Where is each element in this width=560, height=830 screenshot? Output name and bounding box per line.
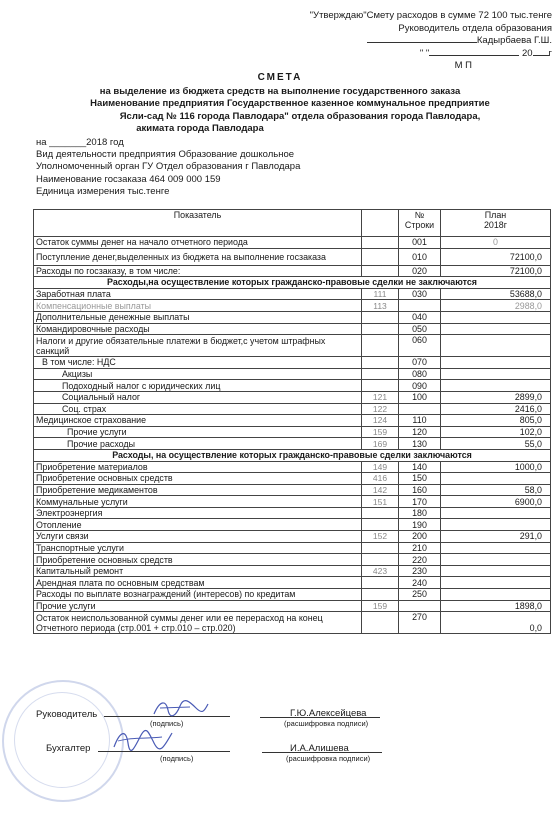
row-plan-value: 6900,0 <box>441 496 551 508</box>
header-row-no <box>399 210 441 237</box>
row-number: 220 <box>399 554 441 566</box>
table-row <box>34 288 551 300</box>
row-plan-value: 72100,0 <box>441 248 551 265</box>
head-decode-line <box>260 717 380 718</box>
meta-activity: Вид деятельности предприятия Образование дошкольное <box>36 149 295 161</box>
row-plan-value: 58,0 <box>441 484 551 496</box>
meta-authority: Уполномоченный орган ГУ Отдел образования г Павлодара <box>36 161 301 173</box>
row-label: Остаток суммы денег на начало отчетного периода <box>34 237 362 249</box>
row-label: Прочие услуги <box>34 426 362 438</box>
row-plan-value <box>441 335 551 357</box>
table-row <box>34 589 551 601</box>
table-row <box>34 531 551 543</box>
row-number: 180 <box>399 507 441 519</box>
head-label: Руководитель <box>36 709 98 720</box>
row-plan-value: 2988,0 <box>441 300 551 312</box>
row-eco-code <box>362 265 399 277</box>
row-label: В том числе: НДС <box>34 357 362 369</box>
row-eco-code <box>362 311 399 323</box>
table-row <box>34 357 551 369</box>
row-plan-value <box>441 323 551 335</box>
budget-table-body <box>34 210 551 634</box>
row-eco-code <box>362 554 399 566</box>
row-label: Налоги и другие обязательные платежи в бюджет,с учетом штрафных санкций <box>34 335 362 357</box>
row-number: 130 <box>399 438 441 450</box>
row-label: Услуги связи <box>34 531 362 543</box>
row-plan-value <box>441 542 551 554</box>
row-eco-code: 416 <box>362 473 399 485</box>
row-number: 170 <box>399 496 441 508</box>
document-purpose: на выделение из бюджета средств на выполнение государственного заказа <box>99 86 461 97</box>
row-eco-code <box>362 335 399 357</box>
header-indicator: Показатель <box>34 210 362 237</box>
row-eco-code: 149 <box>362 461 399 473</box>
row-plan-value: 0 <box>441 237 551 249</box>
table-row <box>34 426 551 438</box>
table-row <box>34 507 551 519</box>
row-plan-value: 55,0 <box>441 438 551 450</box>
row-plan-value: 72100,0 <box>441 265 551 277</box>
row-label: Приобретение основных средств <box>34 554 362 566</box>
row-label: Медицинское страхование <box>34 415 362 427</box>
approval-stamp-place: М П <box>454 60 472 71</box>
row-label: Приобретение медикаментов <box>34 484 362 496</box>
row-plan-value <box>441 357 551 369</box>
approval-position: Руководитель отдела образования <box>398 22 552 34</box>
round-stamp-inner <box>14 692 110 788</box>
head-signature <box>150 696 210 720</box>
row-label: Капитальный ремонт <box>34 565 362 577</box>
approval-date-line <box>252 48 552 61</box>
row-number: 190 <box>399 519 441 531</box>
row-plan-value: 1898,0 <box>441 600 551 612</box>
row-number: 040 <box>399 311 441 323</box>
approval-name: Кадырбаева Г.Ш. <box>476 35 552 46</box>
row-eco-code <box>362 519 399 531</box>
row-number: 210 <box>399 542 441 554</box>
row-label: Прочие услуги <box>34 600 362 612</box>
row-plan-value: 0,0 <box>441 612 551 634</box>
row-eco-code: 159 <box>362 426 399 438</box>
table-row <box>34 438 551 450</box>
head-name: Г.Ю.Алексейцева <box>290 708 367 719</box>
row-eco-code <box>362 507 399 519</box>
row-number <box>399 300 441 312</box>
row-eco-code: 121 <box>362 391 399 403</box>
row-plan-value <box>441 519 551 531</box>
header-plan <box>441 210 551 237</box>
table-row <box>34 496 551 508</box>
row-eco-code: 152 <box>362 531 399 543</box>
row-eco-code <box>362 589 399 601</box>
budget-table <box>33 209 551 634</box>
row-number: 270 <box>399 612 441 634</box>
row-label: Коммунальные услуги <box>34 496 362 508</box>
row-label: Дополнительные денежные выплаты <box>34 311 362 323</box>
row-number: 110 <box>399 415 441 427</box>
row-number: 050 <box>399 323 441 335</box>
row-eco-code <box>362 380 399 392</box>
row-label: Прочие расходы <box>34 438 362 450</box>
section-header-row <box>34 277 551 289</box>
accountant-signature <box>112 727 176 753</box>
accountant-decode-caption: (расшифровка подписи) <box>286 754 371 763</box>
table-row <box>34 484 551 496</box>
row-number: 030 <box>399 288 441 300</box>
row-eco-code <box>362 612 399 634</box>
row-label: Акцизы <box>34 368 362 380</box>
row-eco-code: 151 <box>362 496 399 508</box>
accountant-label: Бухгалтер <box>46 743 91 754</box>
row-number: 100 <box>399 391 441 403</box>
row-plan-value <box>441 554 551 566</box>
table-row <box>34 415 551 427</box>
meta-period: на _______2018 год <box>36 137 124 148</box>
row-label: Транспортные услуги <box>34 542 362 554</box>
row-label: Заработная плата <box>34 288 362 300</box>
meta-order: Наименование госзаказа 464 009 000 159 <box>36 173 221 185</box>
row-label: Отопление <box>34 519 362 531</box>
row-plan-value <box>441 589 551 601</box>
row-number: 200 <box>399 531 441 543</box>
row-eco-code: 159 <box>362 600 399 612</box>
row-plan-value: 291,0 <box>441 531 551 543</box>
row-number: 010 <box>399 248 441 265</box>
row-label: Расходы по госзаказу, в том числе: <box>34 265 362 277</box>
row-plan-value <box>441 577 551 589</box>
table-row <box>34 391 551 403</box>
row-plan-value <box>441 565 551 577</box>
row-label: Остаток неиспользованной суммы денег или ее перерасход на конец Отчетного периода (стр.001 + стр.010 – стр.020) <box>34 612 362 634</box>
table-row <box>34 554 551 566</box>
row-label: Электроэнергия <box>34 507 362 519</box>
approval-name-line <box>252 35 552 48</box>
row-label: Соц. страх <box>34 403 362 415</box>
organization-akimat: акимата города Павлодара <box>136 123 264 134</box>
row-plan-value <box>441 473 551 485</box>
approval-year: 20 <box>521 47 533 59</box>
row-number: 090 <box>399 380 441 392</box>
row-eco-code: 124 <box>362 415 399 427</box>
row-plan-value <box>441 507 551 519</box>
row-eco-code <box>362 237 399 249</box>
approval-line: "Утверждаю"Смету расходов в сумме 72 100 тыс.тенге <box>309 10 552 21</box>
header-row-no-1: № <box>414 210 425 220</box>
table-header <box>34 210 551 237</box>
row-number: 070 <box>399 357 441 369</box>
accountant-sign-caption: (подпись) <box>160 754 194 763</box>
row-eco-code: 423 <box>362 565 399 577</box>
row-label: Арендная плата по основным средствам <box>34 577 362 589</box>
accountant-decode-line <box>262 752 382 753</box>
row-eco-code: 111 <box>362 288 399 300</box>
row-plan-value: 102,0 <box>441 426 551 438</box>
row-plan-value: 53688,0 <box>441 288 551 300</box>
accountant-name: И.А.Алишева <box>290 743 349 754</box>
row-plan-value: 805,0 <box>441 415 551 427</box>
table-row <box>34 519 551 531</box>
table-row <box>34 237 551 249</box>
row-number: 140 <box>399 461 441 473</box>
row-eco-code <box>362 368 399 380</box>
head-sign-caption: (подпись) <box>150 719 184 728</box>
row-number <box>399 600 441 612</box>
table-row <box>34 311 551 323</box>
table-row <box>34 323 551 335</box>
approval-date-quote: " " <box>419 47 430 59</box>
row-number: 060 <box>399 335 441 357</box>
row-label: Социальный налог <box>34 391 362 403</box>
row-number: 150 <box>399 473 441 485</box>
row-eco-code: 122 <box>362 403 399 415</box>
approval-block <box>252 10 552 73</box>
row-plan-value: 1000,0 <box>441 461 551 473</box>
header-row-no-2: Строки <box>404 220 435 230</box>
table-row <box>34 542 551 554</box>
table-row <box>34 403 551 415</box>
row-eco-code <box>362 248 399 265</box>
row-label: Подоходный налог с юридических лиц <box>34 380 362 392</box>
approval-year-suffix: г <box>548 47 552 59</box>
row-eco-code <box>362 577 399 589</box>
row-number: 001 <box>399 237 441 249</box>
table-row <box>34 600 551 612</box>
table-row <box>34 461 551 473</box>
meta-unit: Единица измерения тыс.тенге <box>36 185 170 197</box>
row-number <box>399 403 441 415</box>
table-row <box>34 300 551 312</box>
row-label: Компенсационные выплаты <box>34 300 362 312</box>
row-eco-code: 113 <box>362 300 399 312</box>
table-row <box>34 577 551 589</box>
row-plan-value <box>441 368 551 380</box>
row-eco-code <box>362 357 399 369</box>
row-number: 230 <box>399 565 441 577</box>
row-plan-value <box>441 380 551 392</box>
row-eco-code: 142 <box>362 484 399 496</box>
table-row <box>34 565 551 577</box>
row-number: 240 <box>399 577 441 589</box>
row-label: Командировочные расходы <box>34 323 362 335</box>
row-number: 250 <box>399 589 441 601</box>
table-row <box>34 368 551 380</box>
row-label: Поступление денег,выделенных из бюджета на выполнение госзаказа <box>34 248 362 265</box>
row-plan-value <box>441 311 551 323</box>
organization-name: Ясли-сад № 116 города Павлодара" отдела образования города Павлодара, <box>119 111 481 122</box>
row-number: 080 <box>399 368 441 380</box>
table-row <box>34 248 551 265</box>
row-label: Приобретение основных средств <box>34 473 362 485</box>
row-plan-value: 2416,0 <box>441 403 551 415</box>
header-plan-1: План <box>484 210 507 220</box>
row-number: 020 <box>399 265 441 277</box>
row-number: 120 <box>399 426 441 438</box>
header-plan-2: 2018г <box>484 220 507 230</box>
table-row <box>34 335 551 357</box>
table-row <box>34 380 551 392</box>
meta-block <box>36 137 300 198</box>
row-eco-code <box>362 542 399 554</box>
document-title: СМЕТА <box>257 72 303 83</box>
table-row <box>34 265 551 277</box>
organization-line: Наименование предприятия Государственное казенное коммунальное предприятие <box>90 98 490 109</box>
section-title: Расходы,на осуществление которых гражданско-правовые сделки не заключаются <box>34 277 551 289</box>
section-header-row <box>34 449 551 461</box>
row-label: Приобретение материалов <box>34 461 362 473</box>
head-decode-caption: (расшифровка подписи) <box>284 719 369 728</box>
row-number: 160 <box>399 484 441 496</box>
row-eco-code: 169 <box>362 438 399 450</box>
table-row <box>34 473 551 485</box>
row-plan-value: 2899,0 <box>441 391 551 403</box>
table-row <box>34 612 551 634</box>
row-label: Расходы по выплате вознаграждений (интересов) по кредитам <box>34 589 362 601</box>
header-eco-code <box>362 210 399 237</box>
row-eco-code <box>362 323 399 335</box>
section-title: Расходы, на осуществление которых гражданско-правовые сделки заключаются <box>34 449 551 461</box>
